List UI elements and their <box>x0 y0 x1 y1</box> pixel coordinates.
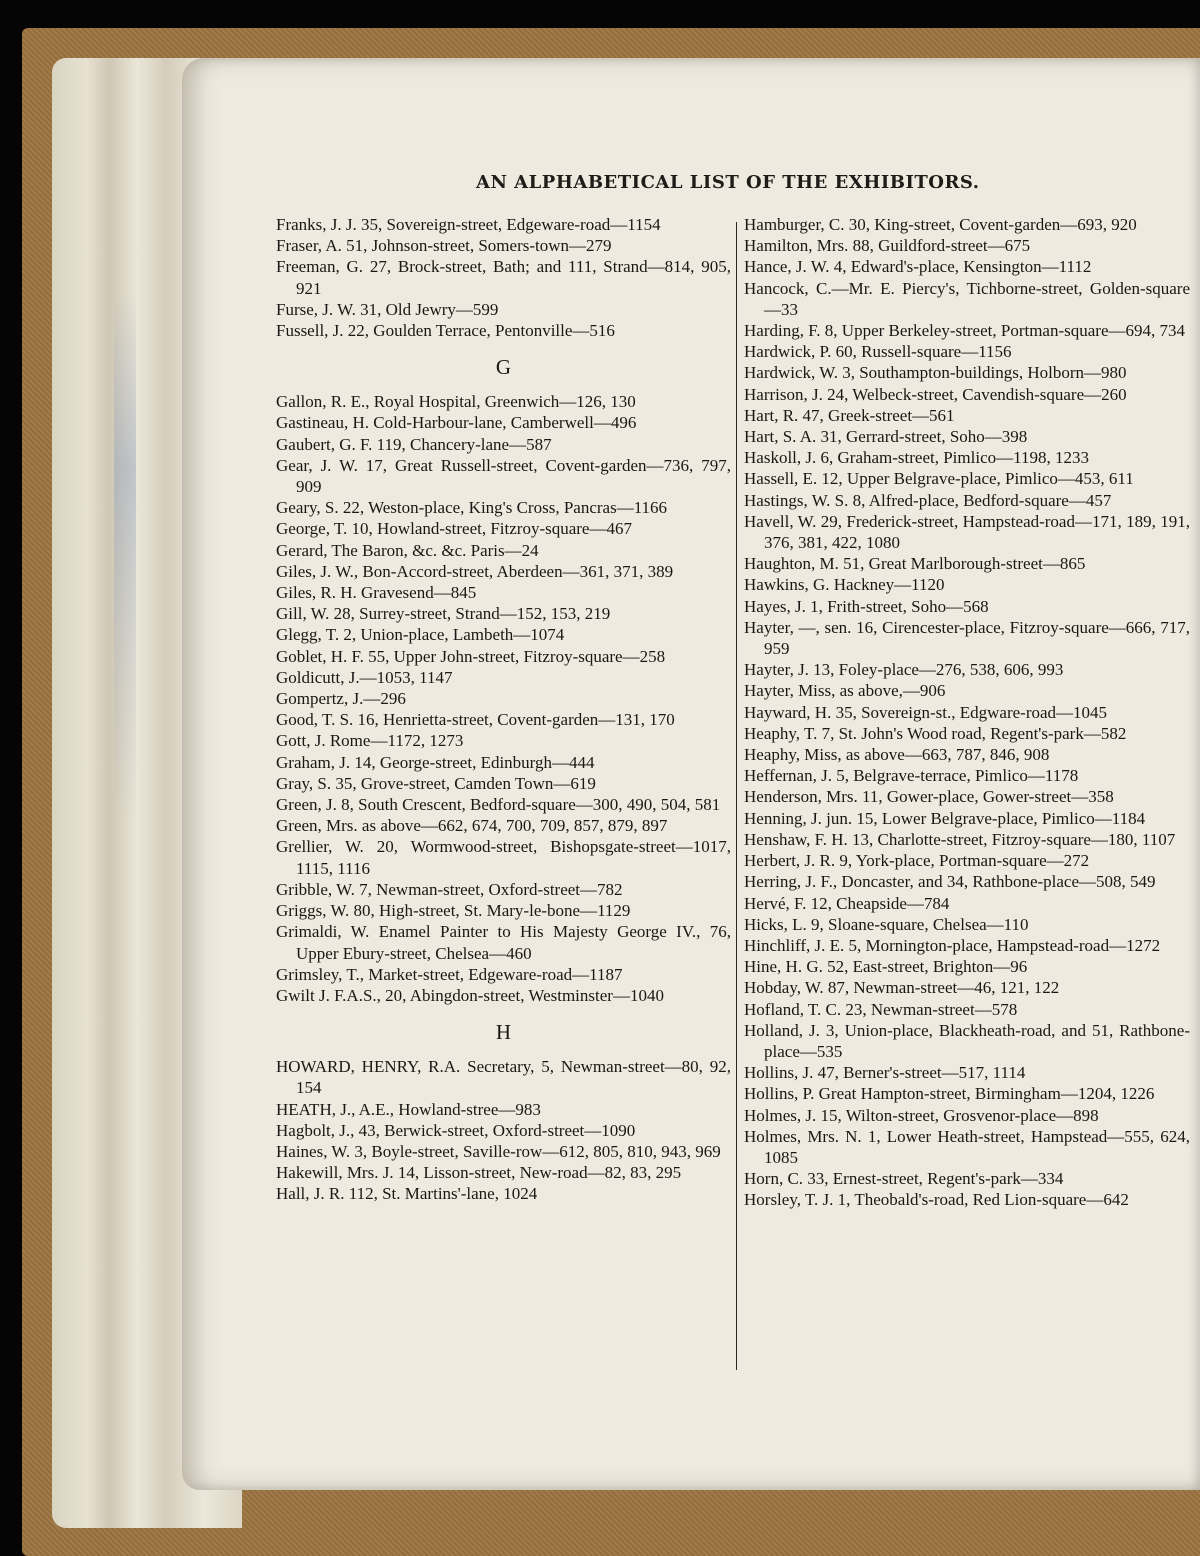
exhibitor-entry: Hakewill, Mrs. J. 14, Lisson-street, New-road—82, 83, 295 <box>276 1163 682 1183</box>
exhibitor-entry: Hayter, —, sen. 16, Cirencester-place, Fitzroy-square—666, 717, 959 <box>744 617 1190 659</box>
exhibitor-entry: Henderson, Mrs. 11, Gower-place, Gower-street—358 <box>744 787 1114 807</box>
exhibitor-entry: Hicks, L. 9, Sloane-square, Chelsea—110 <box>744 914 1029 934</box>
exhibitor-entry: Holmes, Mrs. N. 1, Lower Heath-street, Hampstead—555, 624, 1085 <box>744 1126 1190 1167</box>
exhibitor-entry: Giles, R. H. Gravesend—845 <box>276 583 477 603</box>
exhibitor-entry: Holmes, J. 15, Wilton-street, Grosvenor-place—898 <box>744 1105 1099 1125</box>
exhibitor-entry: Hayter, J. 13, Foley-place—276, 538, 606, 993 <box>744 660 1064 680</box>
exhibitor-entry: Heffernan, J. 5, Belgrave-terrace, Pimlico—1178 <box>744 766 1079 786</box>
exhibitor-entry: Herbert, J. R. 9, York-place, Portman-square—272 <box>744 851 1090 871</box>
exhibitor-entry: Green, Mrs. as above—662, 674, 700, 709, 857, 879, 897 <box>276 816 668 836</box>
exhibitor-entry: Gribble, W. 7, Newman-street, Oxford-street—782 <box>276 879 623 899</box>
exhibitor-entry: Hayward, H. 35, Sovereign-st., Edgware-road—1045 <box>744 702 1108 722</box>
exhibitor-entry: Horn, C. 33, Ernest-street, Regent's-park—334 <box>744 1169 1064 1189</box>
exhibitor-entry: Hall, J. R. 112, St. Martins'-lane, 1024 <box>276 1184 538 1204</box>
exhibitor-entry: Henning, J. jun. 15, Lower Belgrave-place, Pimlico—1184 <box>744 808 1146 828</box>
right-entries <box>744 214 1190 1211</box>
exhibitor-entry: Heaphy, T. 7, St. John's Wood road, Regent's-park—582 <box>744 723 1127 743</box>
exhibitor-entry: Gallon, R. E., Royal Hospital, Greenwich—126, 130 <box>276 392 636 412</box>
exhibitor-entry: Freeman, G. 27, Brock-street, Bath; and 111, Strand—814, 905, 921 <box>276 257 731 298</box>
exhibitor-entry: Hayter, Miss, as above,—906 <box>744 681 946 701</box>
exhibitor-entry: Harding, F. 8, Upper Berkeley-street, Portman-square—694, 734 <box>744 321 1186 341</box>
exhibitor-entry: Horsley, T. J. 1, Theobald's-road, Red Lion-square—642 <box>744 1190 1129 1210</box>
exhibitor-entry: Henshaw, F. H. 13, Charlotte-street, Fitzroy-square—180, 1107 <box>744 829 1176 849</box>
exhibitor-entry: Gwilt J. F.A.S., 20, Abingdon-street, Westminster—1040 <box>276 985 664 1005</box>
exhibitor-entry: Franks, J. J. 35, Sovereign-street, Edgeware-road—1154 <box>276 215 661 234</box>
h-entries <box>276 1056 731 1204</box>
exhibitor-entry: Holland, J. 3, Union-place, Blackheath-road, and 51, Rathbone-place—535 <box>744 1020 1190 1061</box>
exhibitor-entry: Gott, J. Rome—1172, 1273 <box>276 731 464 751</box>
exhibitor-entry: Green, J. 8, South Crescent, Bedford-square—300, 490, 504, 581 <box>276 795 721 815</box>
column-divider <box>736 222 737 1370</box>
exhibitor-entry: Haskoll, J. 6, Graham-street, Pimlico—1198, 1233 <box>744 448 1089 468</box>
exhibitor-entry: Hobday, W. 87, Newman-street—46, 121, 122 <box>744 978 1060 998</box>
exhibitor-entry: Graham, J. 14, George-street, Edinburgh—444 <box>276 752 595 772</box>
exhibitor-entry: Hine, H. G. 52, East-street, Brighton—96 <box>744 957 1028 977</box>
exhibitor-entry: Haines, W. 3, Boyle-street, Saville-row—612, 805, 810, 943, 969 <box>276 1141 721 1161</box>
page-title: AN ALPHABETICAL LIST OF THE EXHIBITORS. <box>476 172 980 193</box>
right-column <box>744 214 1190 1211</box>
section-letter-h: H <box>495 1020 512 1045</box>
exhibitor-entry: Glegg, T. 2, Union-place, Lambeth—1074 <box>276 625 565 645</box>
exhibitor-entry: Havell, W. 29, Frederick-street, Hampstead-road—171, 189, 191, 376, 381, 422, 1080 <box>744 511 1190 553</box>
exhibitor-entry: Hardwick, W. 3, Southampton-buildings, Holborn—980 <box>744 363 1127 383</box>
exhibitor-entry: Fussell, J. 22, Goulden Terrace, Pentonville—516 <box>276 321 615 341</box>
exhibitor-entry: Hagbolt, J., 43, Berwick-street, Oxford-street—1090 <box>276 1120 636 1140</box>
left-column <box>276 214 731 1205</box>
left-pre-entries <box>276 214 731 341</box>
exhibitor-entry: Griggs, W. 80, High-street, St. Mary-le-bone—1129 <box>276 901 631 921</box>
exhibitor-entry: Giles, J. W., Bon-Accord-street, Aberdeen—361, 371, 389 <box>276 561 674 581</box>
exhibitor-entry: Haughton, M. 51, Great Marlborough-street—865 <box>744 554 1086 574</box>
exhibitor-entry: HOWARD, HENRY, R.A. Secretary, 5, Newman-street—80, 92, 154 <box>276 1057 731 1098</box>
exhibitor-entry: Geary, S. 22, Weston-place, King's Cross, Pancras—1166 <box>276 498 668 518</box>
exhibitor-entry: Grellier, W. 20, Wormwood-street, Bishopsgate-street—1017, 1115, 1116 <box>276 837 731 878</box>
exhibitor-entry: Grimsley, T., Market-street, Edgeware-road—1187 <box>276 964 623 984</box>
exhibitor-entry: Goblet, H. F. 55, Upper John-street, Fitzroy-square—258 <box>276 646 666 666</box>
exhibitor-entry: Hart, R. 47, Greek-street—561 <box>744 405 955 425</box>
exhibitor-entry: Gompertz, J.—296 <box>276 689 406 709</box>
exhibitor-entry: Gray, S. 35, Grove-street, Camden Town—619 <box>276 773 596 793</box>
exhibitor-entry: Hamburger, C. 30, King-street, Covent-garden—693, 920 <box>744 215 1137 234</box>
exhibitor-entry: Hamilton, Mrs. 88, Guildford-street—675 <box>744 236 1031 256</box>
exhibitor-entry: Hassell, E. 12, Upper Belgrave-place, Pimlico—453, 611 <box>744 469 1134 489</box>
exhibitor-entry: Hofland, T. C. 23, Newman-street—578 <box>744 999 1018 1019</box>
exhibitor-entry: Hastings, W. S. 8, Alfred-place, Bedford-square—457 <box>744 490 1112 510</box>
exhibitor-entry: Fraser, A. 51, Johnson-street, Somers-town—279 <box>276 236 612 256</box>
exhibitor-entry: Hayes, J. 1, Frith-street, Soho—568 <box>744 596 989 616</box>
exhibitor-entry: George, T. 10, Howland-street, Fitzroy-square—467 <box>276 519 632 539</box>
exhibitor-entry: Hinchliff, J. E. 5, Mornington-place, Hampstead-road—1272 <box>744 935 1161 955</box>
section-letter-g: G <box>495 355 512 380</box>
exhibitor-entry: Gaubert, G. F. 119, Chancery-lane—587 <box>276 434 552 454</box>
exhibitor-entry: HEATH, J., A.E., Howland-stree—983 <box>276 1099 541 1119</box>
exhibitor-entry: Grimaldi, W. Enamel Painter to His Majesty George IV., 76, Upper Ebury-street, Chelsea—460 <box>276 922 731 963</box>
g-entries <box>276 391 731 1006</box>
exhibitor-entry: Gear, J. W. 17, Great Russell-street, Covent-garden—736, 797, 909 <box>276 455 731 497</box>
exhibitor-entry: Hardwick, P. 60, Russell-square—1156 <box>744 342 1012 362</box>
exhibitor-entry: Hance, J. W. 4, Edward's-place, Kensington—1112 <box>744 257 1092 277</box>
exhibitor-entry: Hart, S. A. 31, Gerrard-street, Soho—398 <box>744 427 1028 447</box>
exhibitor-entry: Good, T. S. 16, Henrietta-street, Covent-garden—131, 170 <box>276 710 675 730</box>
exhibitor-entry: Harrison, J. 24, Welbeck-street, Cavendish-square—260 <box>744 384 1127 404</box>
exhibitor-entry: Hervé, F. 12, Cheapside—784 <box>744 893 950 913</box>
exhibitor-entry: Goldicutt, J.—1053, 1147 <box>276 667 453 687</box>
exhibitor-entry: Hancock, C.—Mr. E. Piercy's, Tichborne-street, Golden-square—33 <box>744 278 1190 319</box>
edge-stain <box>114 288 136 828</box>
exhibitor-entry: Gastineau, H. Cold-Harbour-lane, Camberwell—496 <box>276 413 637 433</box>
exhibitor-entry: Herring, J. F., Doncaster, and 34, Rathbone-place—508, 549 <box>744 872 1156 892</box>
exhibitor-entry: Gerard, The Baron, &c. &c. Paris—24 <box>276 540 539 560</box>
exhibitor-entry: Gill, W. 28, Surrey-street, Strand—152, 153, 219 <box>276 604 611 624</box>
exhibitor-entry: Furse, J. W. 31, Old Jewry—599 <box>276 299 499 319</box>
exhibitor-entry: Heaphy, Miss, as above—663, 787, 846, 908 <box>744 745 1050 765</box>
exhibitor-entry: Hollins, P. Great Hampton-street, Birmingham—1204, 1226 <box>744 1084 1155 1104</box>
exhibitor-entry: Hollins, J. 47, Berner's-street—517, 1114 <box>744 1063 1026 1083</box>
exhibitor-entry: Hawkins, G. Hackney—1120 <box>744 575 945 595</box>
